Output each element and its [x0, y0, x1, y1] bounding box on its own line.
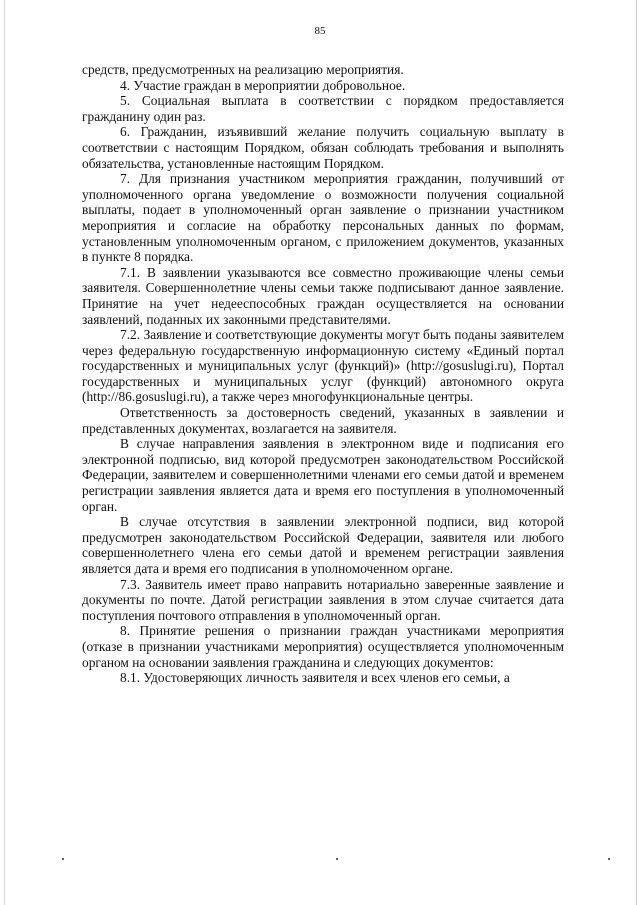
paragraph-continuation: средств, предусмотренных на реализацию мероприятия. [82, 62, 404, 77]
paragraph-item-8: 8. Принятие решения о признании граждан участниками мероприятия (отказе в признании участниками мероприятия) осуществляется уполномоченным органом на основании заявления гражданина и следующих документов: [82, 623, 564, 670]
scan-speck [608, 858, 610, 860]
scan-edge-left [4, 0, 5, 905]
paragraph-item-7: 7. Для признания участником мероприятия гражданин, получивший от уполномоченного органа уведомление о возможности получения социальной выплаты, подает в уполномоченный орган заявление о признании участником мероприятия и согласие на обработку персональных данных по формам, установленным уполномоченным органом, с приложением документов, указанных в пункте 8 порядка. [82, 171, 564, 265]
paragraph-electronic-submission: В случае направления заявления в электронном виде и подписания его электронной подписью, вид которой предусмотрен законодательством Российской Федерации, заявителем и совершеннолетними членами его семьи датой и временем регистрации заявления является дата и время его поступления в уполномоченный орган. [82, 436, 564, 514]
scan-speck [62, 858, 64, 860]
document-body [82, 62, 564, 686]
paragraph-item-8-1: 8.1. Удостоверяющих личность заявителя и всех членов его семьи, а [120, 670, 510, 686]
paragraph-no-signature: В случае отсутствия в заявлении электронной подписи, вид которой предусмотрен законодательством Российской Федерации, заявителя или любого совершеннолетнего члена его семьи датой и временем регистрации заявления является дата и время его подписания в уполномоченном органе. [82, 514, 564, 576]
paragraph-item-5: 5. Социальная выплата в соответствии с порядком предоставляется гражданину один раз. [82, 93, 564, 124]
paragraph-item-7-2: 7.2. Заявление и соответствующие документы могут быть поданы заявителем через федеральную государственную информационную систему «Единый портал государственных и муниципальных услуг (функций)» (http://gosuslugi.ru), Портал государственных и муниципальных услуг (функций) автономного округа (http://86.gosuslugi.ru), а также через многофункциональные центры. [82, 327, 564, 405]
scan-edge-right [636, 0, 637, 905]
scan-speck [336, 858, 338, 860]
page-number: 85 [314, 25, 326, 37]
paragraph-item-7-3: 7.3. Заявитель имеет право направить нотариально заверенные заявление и документы по почте. Датой регистрации заявления в этом случае считается дата поступления почтового отправления в уполномоченный орган. [82, 576, 564, 623]
paragraph-item-6: 6. Гражданин, изъявивший желание получить социальную выплату в соответствии с настоящим Порядком, обязан соблюдать требования и выполнять обязательства, установленные настоящим Порядком. [82, 124, 564, 171]
paragraph-responsibility: Ответственность за достоверность сведений, указанных в заявлении и представленных документах, возлагается на заявителя. [82, 405, 564, 436]
paragraph-item-4: 4. Участие граждан в мероприятии добровольное. [120, 77, 406, 93]
paragraph-item-7-1: 7.1. В заявлении указываются все совместно проживающие члены семьи заявителя. Совершеннолетние члены семьи также подписывают данное заявление. Принятие на учет недееспособных граждан осуществляется на основании заявлений, поданных их законными представителями. [82, 264, 564, 327]
